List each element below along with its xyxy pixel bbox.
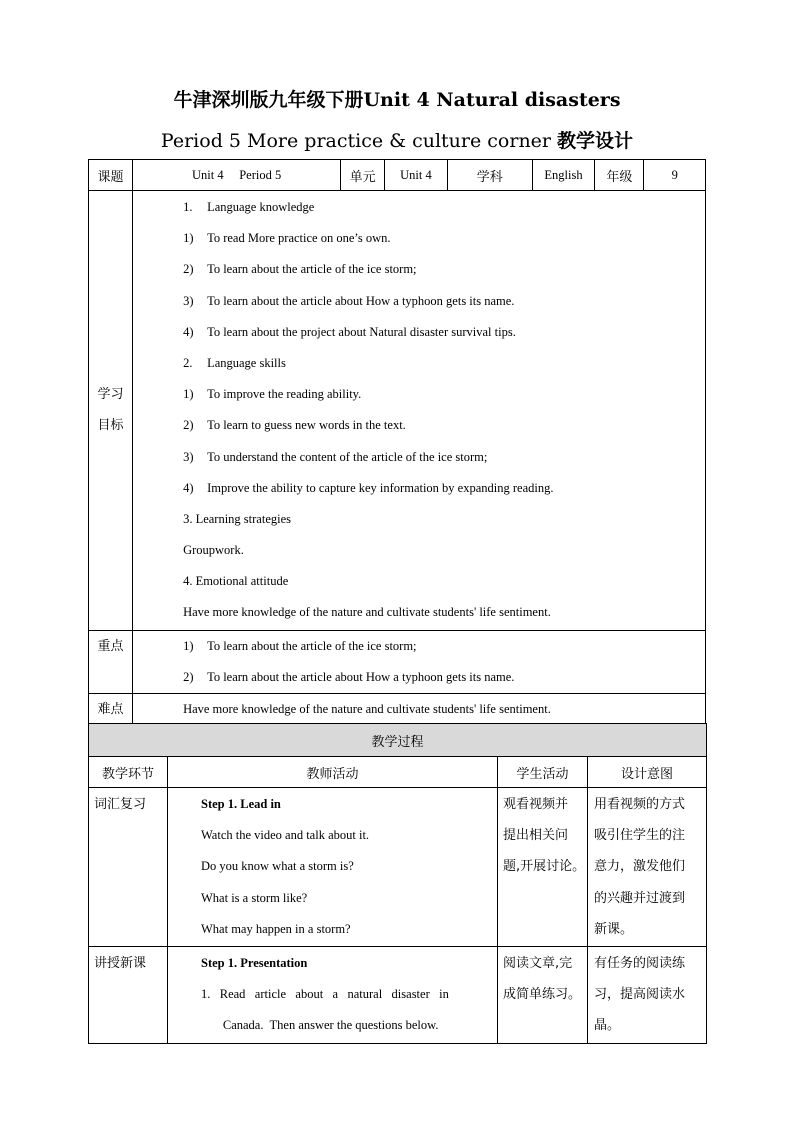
teacher-step-title: Step 1. Lead in <box>201 797 281 811</box>
process-heading: 教学过程 <box>89 724 707 757</box>
teaching-process-table <box>88 723 707 1044</box>
title-line2-english: Period 5 More practice & culture corner <box>160 130 558 152</box>
process-row <box>89 946 707 1043</box>
column-teacher: 教师活动 <box>168 757 498 788</box>
process-columns-row <box>89 757 707 788</box>
stage-cell <box>89 946 168 1043</box>
teacher-line: Watch the video and talk about it. <box>201 828 370 843</box>
objective-line: 3. Learning strategies <box>183 511 292 526</box>
design-intent-cell <box>588 946 707 1043</box>
objective-line: 1) To read More practice on one’s own. <box>183 231 391 246</box>
difficult-points-label-cell <box>89 694 133 726</box>
teacher-line: What may happen in a storm? <box>201 921 351 936</box>
lesson-info-table <box>88 159 706 726</box>
subject-value: English <box>532 160 595 191</box>
objectives-label <box>89 191 133 631</box>
objective-line: Have more knowledge of the nature and cultivate students' life sentiment. <box>183 605 551 620</box>
difficult-points-label: 难点 <box>97 702 124 717</box>
objective-line: 4) To learn about the project about Natural disaster survival tips. <box>183 324 516 339</box>
difficult-point-text: Have more knowledge of the nature and cultivate students' life sentiment. <box>183 702 551 716</box>
intent-line: 晶。 <box>594 1018 621 1034</box>
difficult-points-content <box>133 694 706 726</box>
title-line2-chinese: 教学设计 <box>557 130 634 152</box>
objective-line: 2. Language skills <box>183 355 286 370</box>
teacher-activity-cell <box>168 788 498 947</box>
teacher-line: What is a storm like? <box>201 890 308 905</box>
intent-line: 意力，激发他们 <box>594 859 686 875</box>
key-point-line: 1) To learn about the article of the ice storm; <box>183 638 417 653</box>
key-points-label-cell <box>89 630 133 693</box>
key-points-content <box>133 630 706 693</box>
subject-label: 学科 <box>447 160 532 191</box>
document-title-line2 <box>0 126 794 153</box>
objective-line: 1) To improve the reading ability. <box>183 387 362 402</box>
unit-value: Unit 4 <box>385 160 448 191</box>
key-points-row <box>89 630 706 693</box>
intent-line: 新课。 <box>594 921 634 937</box>
grade-value: 9 <box>644 160 706 191</box>
objective-line: 2) To learn to guess new words in the text. <box>183 418 406 433</box>
intent-line: 有任务的阅读练 <box>594 955 686 971</box>
objective-line: 4. Emotional attitude <box>183 574 289 589</box>
topic-value: Unit 4 Period 5 <box>133 160 341 191</box>
process-heading-row <box>89 724 707 757</box>
column-intent: 设计意图 <box>588 757 707 788</box>
column-student: 学生活动 <box>498 757 588 788</box>
student-line: 提出相关问 <box>503 828 569 844</box>
key-points-label: 重点 <box>97 638 124 654</box>
student-line: 阅读文章,完 <box>503 955 573 971</box>
process-row <box>89 788 707 947</box>
grade-label: 年级 <box>595 160 644 191</box>
objective-line: 1. Language knowledge <box>183 200 315 214</box>
teacher-line: 1. Read article about a natural disaster in <box>201 987 449 1002</box>
teacher-line: Canada. Then answer the questions below. <box>201 1018 439 1033</box>
key-point-line: 2) To learn about the article about How a typhoon gets its name. <box>183 669 515 684</box>
column-stage: 教学环节 <box>89 757 168 788</box>
stage-cell <box>89 788 168 947</box>
objectives-label-line1: 学习 <box>97 387 124 403</box>
stage-name: 讲授新课 <box>94 955 147 971</box>
teacher-activity-cell <box>168 946 498 1043</box>
difficult-points-row <box>89 694 706 726</box>
design-intent-cell <box>588 788 707 947</box>
student-line: 成简单练习。 <box>503 987 582 1003</box>
unit-label: 单元 <box>341 160 385 191</box>
objectives-content <box>133 191 706 631</box>
objective-line: Groupwork. <box>183 543 244 558</box>
student-activity-cell <box>498 946 588 1043</box>
topic-label: 课题 <box>89 160 133 191</box>
teacher-step-title: Step 1. Presentation <box>201 955 308 970</box>
objective-line: 3) To learn about the article about How a typhoon gets its name. <box>183 293 515 308</box>
intent-line: 用看视频的方式 <box>594 797 686 812</box>
objectives-label-line2: 目标 <box>97 418 124 434</box>
objective-line: 2) To learn about the article of the ice storm; <box>183 262 417 277</box>
intent-line: 吸引住学生的注 <box>594 828 686 844</box>
teacher-line: Do you know what a storm is? <box>201 859 354 874</box>
stage-name: 词汇复习 <box>94 797 147 812</box>
document-title-line1: 牛津深圳版九年级下册Unit 4 Natural disasters <box>173 89 621 111</box>
intent-line: 的兴趣并过渡到 <box>594 890 686 906</box>
student-line: 题,开展讨论。 <box>503 859 586 875</box>
objective-line: 3) To understand the content of the article of the ice storm; <box>183 449 488 464</box>
intent-line: 习，提高阅读水 <box>594 987 686 1003</box>
student-line: 观看视频并 <box>503 797 569 812</box>
objectives-row <box>89 191 706 631</box>
objective-line: 4) Improve the ability to capture key information by expanding reading. <box>183 480 554 495</box>
header-row <box>89 160 706 191</box>
student-activity-cell <box>498 788 588 947</box>
